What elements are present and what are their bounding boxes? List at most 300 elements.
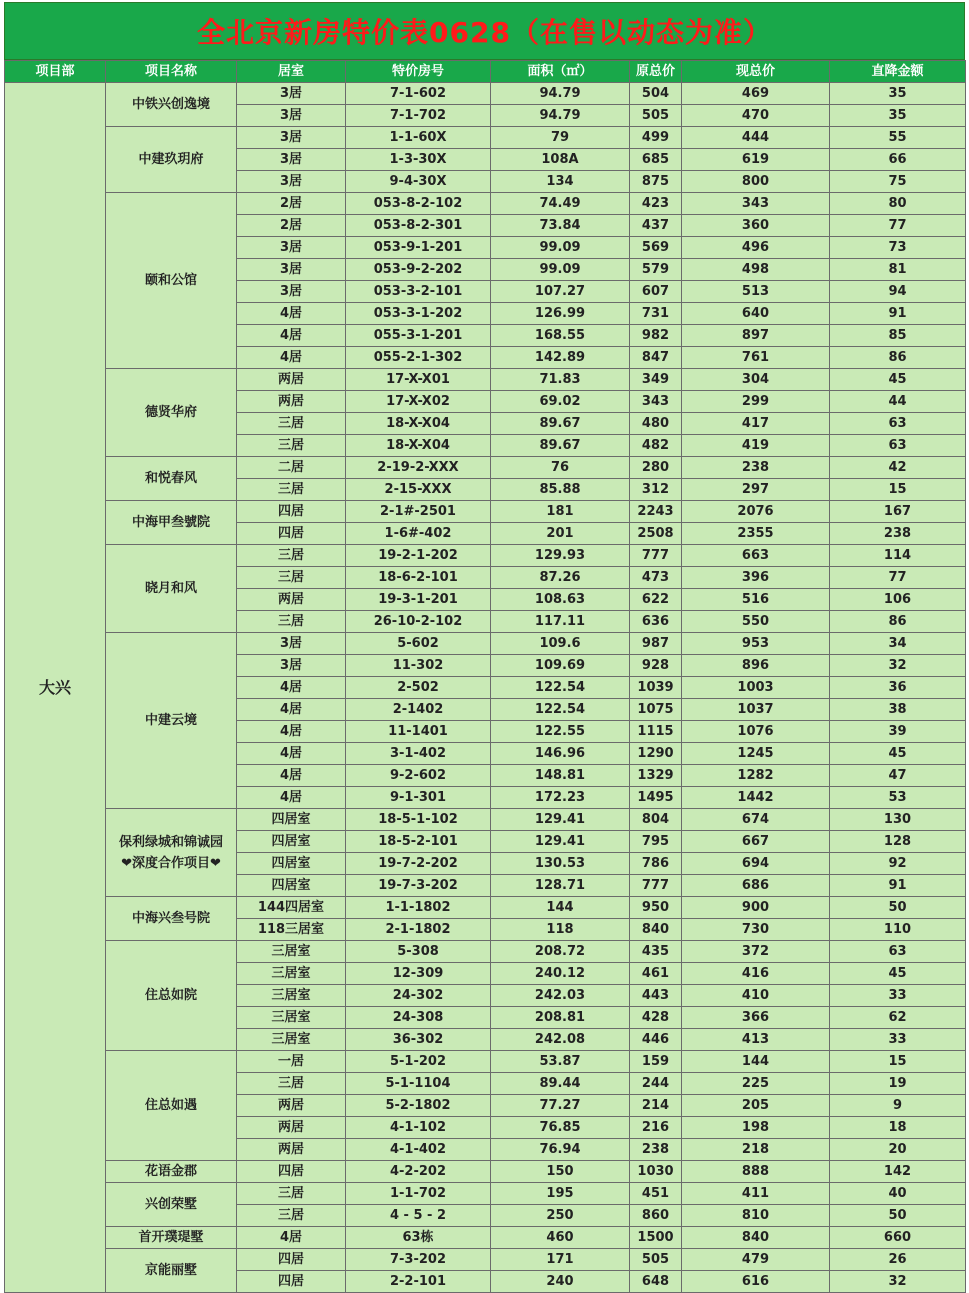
cell-area[interactable]: 76: [491, 457, 630, 479]
col-header-original-price[interactable]: 原总价: [630, 61, 682, 83]
cell-unit-number[interactable]: 17-X-X01: [346, 369, 491, 391]
cell-area[interactable]: 73.84: [491, 215, 630, 237]
cell-unit-number[interactable]: 5-602: [346, 633, 491, 655]
cell-rooms[interactable]: 2居: [237, 215, 346, 237]
cell-rooms[interactable]: 三居室: [237, 941, 346, 963]
cell-project-name[interactable]: [106, 1249, 237, 1293]
cell-area[interactable]: 242.03: [491, 985, 630, 1007]
cell-rooms[interactable]: 4居: [237, 765, 346, 787]
cell-current-price[interactable]: 663: [682, 545, 830, 567]
cell-discount[interactable]: 35: [830, 105, 966, 127]
cell-project-name[interactable]: [106, 193, 237, 369]
cell-unit-number[interactable]: 11-1401: [346, 721, 491, 743]
cell-area[interactable]: 77.27: [491, 1095, 630, 1117]
cell-original-price[interactable]: 731: [630, 303, 682, 325]
cell-discount[interactable]: 63: [830, 435, 966, 457]
cell-current-price[interactable]: 888: [682, 1161, 830, 1183]
cell-unit-number[interactable]: 053-9-2-202: [346, 259, 491, 281]
cell-rooms[interactable]: 4居: [237, 787, 346, 809]
cell-project-name[interactable]: [106, 1051, 237, 1161]
cell-discount[interactable]: 77: [830, 215, 966, 237]
cell-discount[interactable]: 80: [830, 193, 966, 215]
cell-discount[interactable]: 86: [830, 611, 966, 633]
cell-current-price[interactable]: 238: [682, 457, 830, 479]
cell-current-price[interactable]: 299: [682, 391, 830, 413]
cell-current-price[interactable]: 516: [682, 589, 830, 611]
cell-current-price[interactable]: 218: [682, 1139, 830, 1161]
cell-discount[interactable]: 33: [830, 1029, 966, 1051]
cell-rooms[interactable]: 三居: [237, 1183, 346, 1205]
cell-discount[interactable]: 110: [830, 919, 966, 941]
cell-unit-number[interactable]: 36-302: [346, 1029, 491, 1051]
cell-area[interactable]: 53.87: [491, 1051, 630, 1073]
cell-area[interactable]: 122.54: [491, 677, 630, 699]
cell-original-price[interactable]: 1039: [630, 677, 682, 699]
cell-original-price[interactable]: 343: [630, 391, 682, 413]
cell-unit-number[interactable]: 26-10-2-102: [346, 611, 491, 633]
cell-original-price[interactable]: 569: [630, 237, 682, 259]
cell-original-price[interactable]: 1500: [630, 1227, 682, 1249]
cell-unit-number[interactable]: 053-8-2-102: [346, 193, 491, 215]
cell-area[interactable]: 79: [491, 127, 630, 149]
cell-area[interactable]: 108A: [491, 149, 630, 171]
cell-discount[interactable]: 53: [830, 787, 966, 809]
cell-current-price[interactable]: 411: [682, 1183, 830, 1205]
cell-original-price[interactable]: 579: [630, 259, 682, 281]
cell-current-price[interactable]: 897: [682, 325, 830, 347]
cell-current-price[interactable]: 470: [682, 105, 830, 127]
cell-area[interactable]: 122.54: [491, 699, 630, 721]
cell-rooms[interactable]: 四居: [237, 1249, 346, 1271]
cell-rooms[interactable]: 两居: [237, 1117, 346, 1139]
cell-area[interactable]: 94.79: [491, 105, 630, 127]
cell-current-price[interactable]: 1282: [682, 765, 830, 787]
cell-rooms[interactable]: 4居: [237, 699, 346, 721]
cell-current-price[interactable]: 297: [682, 479, 830, 501]
cell-area[interactable]: 71.83: [491, 369, 630, 391]
cell-rooms[interactable]: 三居室: [237, 985, 346, 1007]
cell-unit-number[interactable]: 24-302: [346, 985, 491, 1007]
cell-current-price[interactable]: 469: [682, 83, 830, 105]
cell-rooms[interactable]: 三居: [237, 435, 346, 457]
cell-area[interactable]: 109.6: [491, 633, 630, 655]
cell-unit-number[interactable]: 053-3-2-101: [346, 281, 491, 303]
cell-original-price[interactable]: 244: [630, 1073, 682, 1095]
cell-original-price[interactable]: 875: [630, 171, 682, 193]
cell-discount[interactable]: 32: [830, 655, 966, 677]
cell-original-price[interactable]: 428: [630, 1007, 682, 1029]
cell-original-price[interactable]: 648: [630, 1271, 682, 1293]
cell-current-price[interactable]: 953: [682, 633, 830, 655]
cell-discount[interactable]: 130: [830, 809, 966, 831]
cell-unit-number[interactable]: 19-7-3-202: [346, 875, 491, 897]
cell-rooms[interactable]: 3居: [237, 259, 346, 281]
cell-rooms[interactable]: 四居: [237, 1161, 346, 1183]
cell-original-price[interactable]: 982: [630, 325, 682, 347]
cell-unit-number[interactable]: 4-1-102: [346, 1117, 491, 1139]
cell-current-price[interactable]: 674: [682, 809, 830, 831]
col-header-department[interactable]: 项目部: [5, 61, 106, 83]
cell-rooms[interactable]: 四居室: [237, 831, 346, 853]
cell-original-price[interactable]: 159: [630, 1051, 682, 1073]
cell-rooms[interactable]: 4居: [237, 325, 346, 347]
cell-rooms[interactable]: 四居: [237, 1271, 346, 1293]
cell-rooms[interactable]: 118三居室: [237, 919, 346, 941]
cell-original-price[interactable]: 312: [630, 479, 682, 501]
cell-current-price[interactable]: 144: [682, 1051, 830, 1073]
cell-project-name[interactable]: [106, 1227, 237, 1249]
cell-current-price[interactable]: 694: [682, 853, 830, 875]
cell-area[interactable]: 148.81: [491, 765, 630, 787]
cell-unit-number[interactable]: 2-1-1802: [346, 919, 491, 941]
cell-project-name[interactable]: [106, 1183, 237, 1227]
col-header-project-name[interactable]: 项目名称: [106, 61, 237, 83]
cell-discount[interactable]: 15: [830, 1051, 966, 1073]
cell-discount[interactable]: 50: [830, 1205, 966, 1227]
cell-current-price[interactable]: 896: [682, 655, 830, 677]
cell-unit-number[interactable]: 2-502: [346, 677, 491, 699]
cell-current-price[interactable]: 761: [682, 347, 830, 369]
cell-project-name[interactable]: [106, 83, 237, 127]
cell-unit-number[interactable]: 19-3-1-201: [346, 589, 491, 611]
cell-area[interactable]: 128.71: [491, 875, 630, 897]
cell-rooms[interactable]: 4居: [237, 347, 346, 369]
cell-original-price[interactable]: 446: [630, 1029, 682, 1051]
cell-original-price[interactable]: 847: [630, 347, 682, 369]
cell-unit-number[interactable]: 18-5-1-102: [346, 809, 491, 831]
cell-current-price[interactable]: 1442: [682, 787, 830, 809]
cell-project-name[interactable]: [106, 369, 237, 457]
cell-current-price[interactable]: 1003: [682, 677, 830, 699]
cell-project-name[interactable]: [106, 127, 237, 193]
cell-rooms[interactable]: 3居: [237, 281, 346, 303]
cell-rooms[interactable]: 三居: [237, 479, 346, 501]
cell-discount[interactable]: 42: [830, 457, 966, 479]
cell-discount[interactable]: 45: [830, 369, 966, 391]
cell-rooms[interactable]: 三居: [237, 545, 346, 567]
cell-rooms[interactable]: 四居室: [237, 875, 346, 897]
cell-discount[interactable]: 91: [830, 875, 966, 897]
cell-area[interactable]: 240: [491, 1271, 630, 1293]
cell-area[interactable]: 99.09: [491, 237, 630, 259]
cell-current-price[interactable]: 550: [682, 611, 830, 633]
cell-original-price[interactable]: 777: [630, 875, 682, 897]
cell-area[interactable]: 134: [491, 171, 630, 193]
cell-area[interactable]: 242.08: [491, 1029, 630, 1051]
cell-original-price[interactable]: 636: [630, 611, 682, 633]
cell-current-price[interactable]: 1245: [682, 743, 830, 765]
cell-discount[interactable]: 63: [830, 413, 966, 435]
cell-discount[interactable]: 81: [830, 259, 966, 281]
cell-rooms[interactable]: 四居室: [237, 853, 346, 875]
cell-area[interactable]: 94.79: [491, 83, 630, 105]
cell-current-price[interactable]: 800: [682, 171, 830, 193]
cell-rooms[interactable]: 4居: [237, 677, 346, 699]
cell-unit-number[interactable]: 12-309: [346, 963, 491, 985]
cell-area[interactable]: 118: [491, 919, 630, 941]
cell-area[interactable]: 168.55: [491, 325, 630, 347]
cell-current-price[interactable]: 810: [682, 1205, 830, 1227]
cell-rooms[interactable]: 4居: [237, 303, 346, 325]
cell-unit-number[interactable]: 2-15-XXX: [346, 479, 491, 501]
cell-original-price[interactable]: 1495: [630, 787, 682, 809]
cell-unit-number[interactable]: 63栋: [346, 1227, 491, 1249]
cell-original-price[interactable]: 1290: [630, 743, 682, 765]
cell-area[interactable]: 129.93: [491, 545, 630, 567]
cell-area[interactable]: 240.12: [491, 963, 630, 985]
cell-rooms[interactable]: 4居: [237, 743, 346, 765]
cell-project-name[interactable]: [106, 1161, 237, 1183]
cell-rooms[interactable]: 3居: [237, 171, 346, 193]
cell-area[interactable]: 99.09: [491, 259, 630, 281]
cell-area[interactable]: 117.11: [491, 611, 630, 633]
cell-unit-number[interactable]: 055-2-1-302: [346, 347, 491, 369]
cell-unit-number[interactable]: 17-X-X02: [346, 391, 491, 413]
cell-current-price[interactable]: 496: [682, 237, 830, 259]
cell-original-price[interactable]: 607: [630, 281, 682, 303]
col-header-discount[interactable]: 直降金额: [830, 61, 966, 83]
cell-unit-number[interactable]: 9-1-301: [346, 787, 491, 809]
cell-unit-number[interactable]: 7-1-702: [346, 105, 491, 127]
cell-current-price[interactable]: 205: [682, 1095, 830, 1117]
cell-rooms[interactable]: 一居: [237, 1051, 346, 1073]
cell-area[interactable]: 69.02: [491, 391, 630, 413]
cell-current-price[interactable]: 616: [682, 1271, 830, 1293]
cell-rooms[interactable]: 四居: [237, 523, 346, 545]
cell-original-price[interactable]: 928: [630, 655, 682, 677]
cell-discount[interactable]: 9: [830, 1095, 966, 1117]
cell-area[interactable]: 195: [491, 1183, 630, 1205]
cell-unit-number[interactable]: 053-3-1-202: [346, 303, 491, 325]
cell-unit-number[interactable]: 18-X-X04: [346, 435, 491, 457]
cell-current-price[interactable]: 479: [682, 1249, 830, 1271]
cell-original-price[interactable]: 622: [630, 589, 682, 611]
cell-unit-number[interactable]: 11-302: [346, 655, 491, 677]
cell-unit-number[interactable]: 2-19-2-XXX: [346, 457, 491, 479]
cell-unit-number[interactable]: 7-3-202: [346, 1249, 491, 1271]
cell-area[interactable]: 122.55: [491, 721, 630, 743]
cell-original-price[interactable]: 435: [630, 941, 682, 963]
cell-discount[interactable]: 32: [830, 1271, 966, 1293]
cell-original-price[interactable]: 505: [630, 105, 682, 127]
cell-project-name[interactable]: [106, 457, 237, 501]
cell-rooms[interactable]: 三居: [237, 611, 346, 633]
cell-discount[interactable]: 92: [830, 853, 966, 875]
cell-area[interactable]: 129.41: [491, 831, 630, 853]
cell-unit-number[interactable]: 1-1-60X: [346, 127, 491, 149]
col-header-current-price[interactable]: 现总价: [682, 61, 830, 83]
cell-discount[interactable]: 33: [830, 985, 966, 1007]
cell-current-price[interactable]: 372: [682, 941, 830, 963]
cell-discount[interactable]: 75: [830, 171, 966, 193]
cell-current-price[interactable]: 498: [682, 259, 830, 281]
cell-original-price[interactable]: 504: [630, 83, 682, 105]
cell-unit-number[interactable]: 055-3-1-201: [346, 325, 491, 347]
cell-unit-number[interactable]: 2-2-101: [346, 1271, 491, 1293]
cell-current-price[interactable]: 2076: [682, 501, 830, 523]
cell-unit-number[interactable]: 7-1-602: [346, 83, 491, 105]
cell-discount[interactable]: 50: [830, 897, 966, 919]
cell-rooms[interactable]: 三居室: [237, 1029, 346, 1051]
cell-discount[interactable]: 238: [830, 523, 966, 545]
cell-unit-number[interactable]: 19-7-2-202: [346, 853, 491, 875]
cell-discount[interactable]: 26: [830, 1249, 966, 1271]
cell-rooms[interactable]: 3居: [237, 237, 346, 259]
cell-current-price[interactable]: 1037: [682, 699, 830, 721]
cell-current-price[interactable]: 2355: [682, 523, 830, 545]
col-header-rooms[interactable]: 居室: [237, 61, 346, 83]
cell-discount[interactable]: 18: [830, 1117, 966, 1139]
cell-rooms[interactable]: 3居: [237, 149, 346, 171]
cell-original-price[interactable]: 950: [630, 897, 682, 919]
cell-current-price[interactable]: 366: [682, 1007, 830, 1029]
cell-discount[interactable]: 167: [830, 501, 966, 523]
cell-unit-number[interactable]: 9-4-30X: [346, 171, 491, 193]
cell-discount[interactable]: 44: [830, 391, 966, 413]
cell-rooms[interactable]: 3居: [237, 655, 346, 677]
cell-original-price[interactable]: 505: [630, 1249, 682, 1271]
cell-original-price[interactable]: 685: [630, 149, 682, 171]
cell-area[interactable]: 109.69: [491, 655, 630, 677]
cell-discount[interactable]: 55: [830, 127, 966, 149]
cell-area[interactable]: 74.49: [491, 193, 630, 215]
cell-area[interactable]: 142.89: [491, 347, 630, 369]
cell-rooms[interactable]: 两居: [237, 369, 346, 391]
cell-discount[interactable]: 34: [830, 633, 966, 655]
cell-area[interactable]: 201: [491, 523, 630, 545]
cell-original-price[interactable]: 795: [630, 831, 682, 853]
cell-current-price[interactable]: 396: [682, 567, 830, 589]
cell-discount[interactable]: 36: [830, 677, 966, 699]
cell-area[interactable]: 85.88: [491, 479, 630, 501]
cell-rooms[interactable]: 3居: [237, 633, 346, 655]
cell-current-price[interactable]: 640: [682, 303, 830, 325]
cell-discount[interactable]: 15: [830, 479, 966, 501]
cell-rooms[interactable]: 二居: [237, 457, 346, 479]
cell-area[interactable]: 181: [491, 501, 630, 523]
cell-current-price[interactable]: 1076: [682, 721, 830, 743]
cell-original-price[interactable]: 451: [630, 1183, 682, 1205]
cell-unit-number[interactable]: 1-3-30X: [346, 149, 491, 171]
cell-unit-number[interactable]: 5-1-202: [346, 1051, 491, 1073]
cell-unit-number[interactable]: 18-6-2-101: [346, 567, 491, 589]
cell-area[interactable]: 208.81: [491, 1007, 630, 1029]
cell-rooms[interactable]: 两居: [237, 391, 346, 413]
cell-discount[interactable]: 128: [830, 831, 966, 853]
cell-rooms[interactable]: 两居: [237, 1139, 346, 1161]
cell-unit-number[interactable]: 5-1-1104: [346, 1073, 491, 1095]
cell-current-price[interactable]: 343: [682, 193, 830, 215]
cell-discount[interactable]: 45: [830, 963, 966, 985]
cell-rooms[interactable]: 三居: [237, 413, 346, 435]
cell-current-price[interactable]: 419: [682, 435, 830, 457]
cell-original-price[interactable]: 214: [630, 1095, 682, 1117]
cell-rooms[interactable]: 三居: [237, 567, 346, 589]
cell-current-price[interactable]: 730: [682, 919, 830, 941]
cell-area[interactable]: 171: [491, 1249, 630, 1271]
cell-unit-number[interactable]: 1-1-702: [346, 1183, 491, 1205]
cell-project-name[interactable]: [106, 545, 237, 633]
cell-original-price[interactable]: 840: [630, 919, 682, 941]
cell-project-name[interactable]: [106, 941, 237, 1051]
cell-discount[interactable]: 66: [830, 149, 966, 171]
col-header-area[interactable]: 面积（㎡）: [491, 61, 630, 83]
cell-rooms[interactable]: 144四居室: [237, 897, 346, 919]
cell-current-price[interactable]: 686: [682, 875, 830, 897]
cell-discount[interactable]: 94: [830, 281, 966, 303]
cell-unit-number[interactable]: 4 - 5 - 2: [346, 1205, 491, 1227]
cell-area[interactable]: 208.72: [491, 941, 630, 963]
cell-original-price[interactable]: 2508: [630, 523, 682, 545]
cell-current-price[interactable]: 410: [682, 985, 830, 1007]
cell-unit-number[interactable]: 18-X-X04: [346, 413, 491, 435]
cell-original-price[interactable]: 499: [630, 127, 682, 149]
cell-discount[interactable]: 38: [830, 699, 966, 721]
cell-unit-number[interactable]: 4-1-402: [346, 1139, 491, 1161]
cell-discount[interactable]: 91: [830, 303, 966, 325]
cell-area[interactable]: 144: [491, 897, 630, 919]
cell-discount[interactable]: 35: [830, 83, 966, 105]
cell-current-price[interactable]: 304: [682, 369, 830, 391]
cell-discount[interactable]: 660: [830, 1227, 966, 1249]
cell-original-price[interactable]: 423: [630, 193, 682, 215]
cell-unit-number[interactable]: 053-9-1-201: [346, 237, 491, 259]
cell-discount[interactable]: 114: [830, 545, 966, 567]
cell-current-price[interactable]: 417: [682, 413, 830, 435]
cell-original-price[interactable]: 349: [630, 369, 682, 391]
cell-area[interactable]: 89.67: [491, 435, 630, 457]
cell-area[interactable]: 250: [491, 1205, 630, 1227]
cell-discount[interactable]: 86: [830, 347, 966, 369]
cell-area[interactable]: 89.67: [491, 413, 630, 435]
cell-unit-number[interactable]: 5-308: [346, 941, 491, 963]
cell-original-price[interactable]: 860: [630, 1205, 682, 1227]
cell-original-price[interactable]: 461: [630, 963, 682, 985]
cell-current-price[interactable]: 900: [682, 897, 830, 919]
cell-area[interactable]: 126.99: [491, 303, 630, 325]
cell-discount[interactable]: 47: [830, 765, 966, 787]
cell-current-price[interactable]: 225: [682, 1073, 830, 1095]
cell-original-price[interactable]: 238: [630, 1139, 682, 1161]
cell-area[interactable]: 76.85: [491, 1117, 630, 1139]
cell-rooms[interactable]: 四居室: [237, 809, 346, 831]
cell-current-price[interactable]: 513: [682, 281, 830, 303]
cell-area[interactable]: 150: [491, 1161, 630, 1183]
cell-project-name[interactable]: [106, 501, 237, 545]
cell-original-price[interactable]: 1030: [630, 1161, 682, 1183]
cell-original-price[interactable]: 777: [630, 545, 682, 567]
cell-project-name[interactable]: [106, 633, 237, 809]
cell-project-name[interactable]: [106, 897, 237, 941]
cell-original-price[interactable]: 482: [630, 435, 682, 457]
cell-original-price[interactable]: 437: [630, 215, 682, 237]
cell-rooms[interactable]: 4居: [237, 1227, 346, 1249]
cell-area[interactable]: 89.44: [491, 1073, 630, 1095]
cell-current-price[interactable]: 360: [682, 215, 830, 237]
cell-unit-number[interactable]: 053-8-2-301: [346, 215, 491, 237]
cell-area[interactable]: 172.23: [491, 787, 630, 809]
cell-rooms[interactable]: 3居: [237, 83, 346, 105]
cell-original-price[interactable]: 1075: [630, 699, 682, 721]
cell-current-price[interactable]: 444: [682, 127, 830, 149]
cell-original-price[interactable]: 786: [630, 853, 682, 875]
cell-rooms[interactable]: 三居: [237, 1205, 346, 1227]
cell-discount[interactable]: 63: [830, 941, 966, 963]
cell-region[interactable]: 大兴: [5, 83, 106, 1293]
cell-discount[interactable]: 40: [830, 1183, 966, 1205]
cell-current-price[interactable]: 413: [682, 1029, 830, 1051]
cell-rooms[interactable]: 三居室: [237, 1007, 346, 1029]
